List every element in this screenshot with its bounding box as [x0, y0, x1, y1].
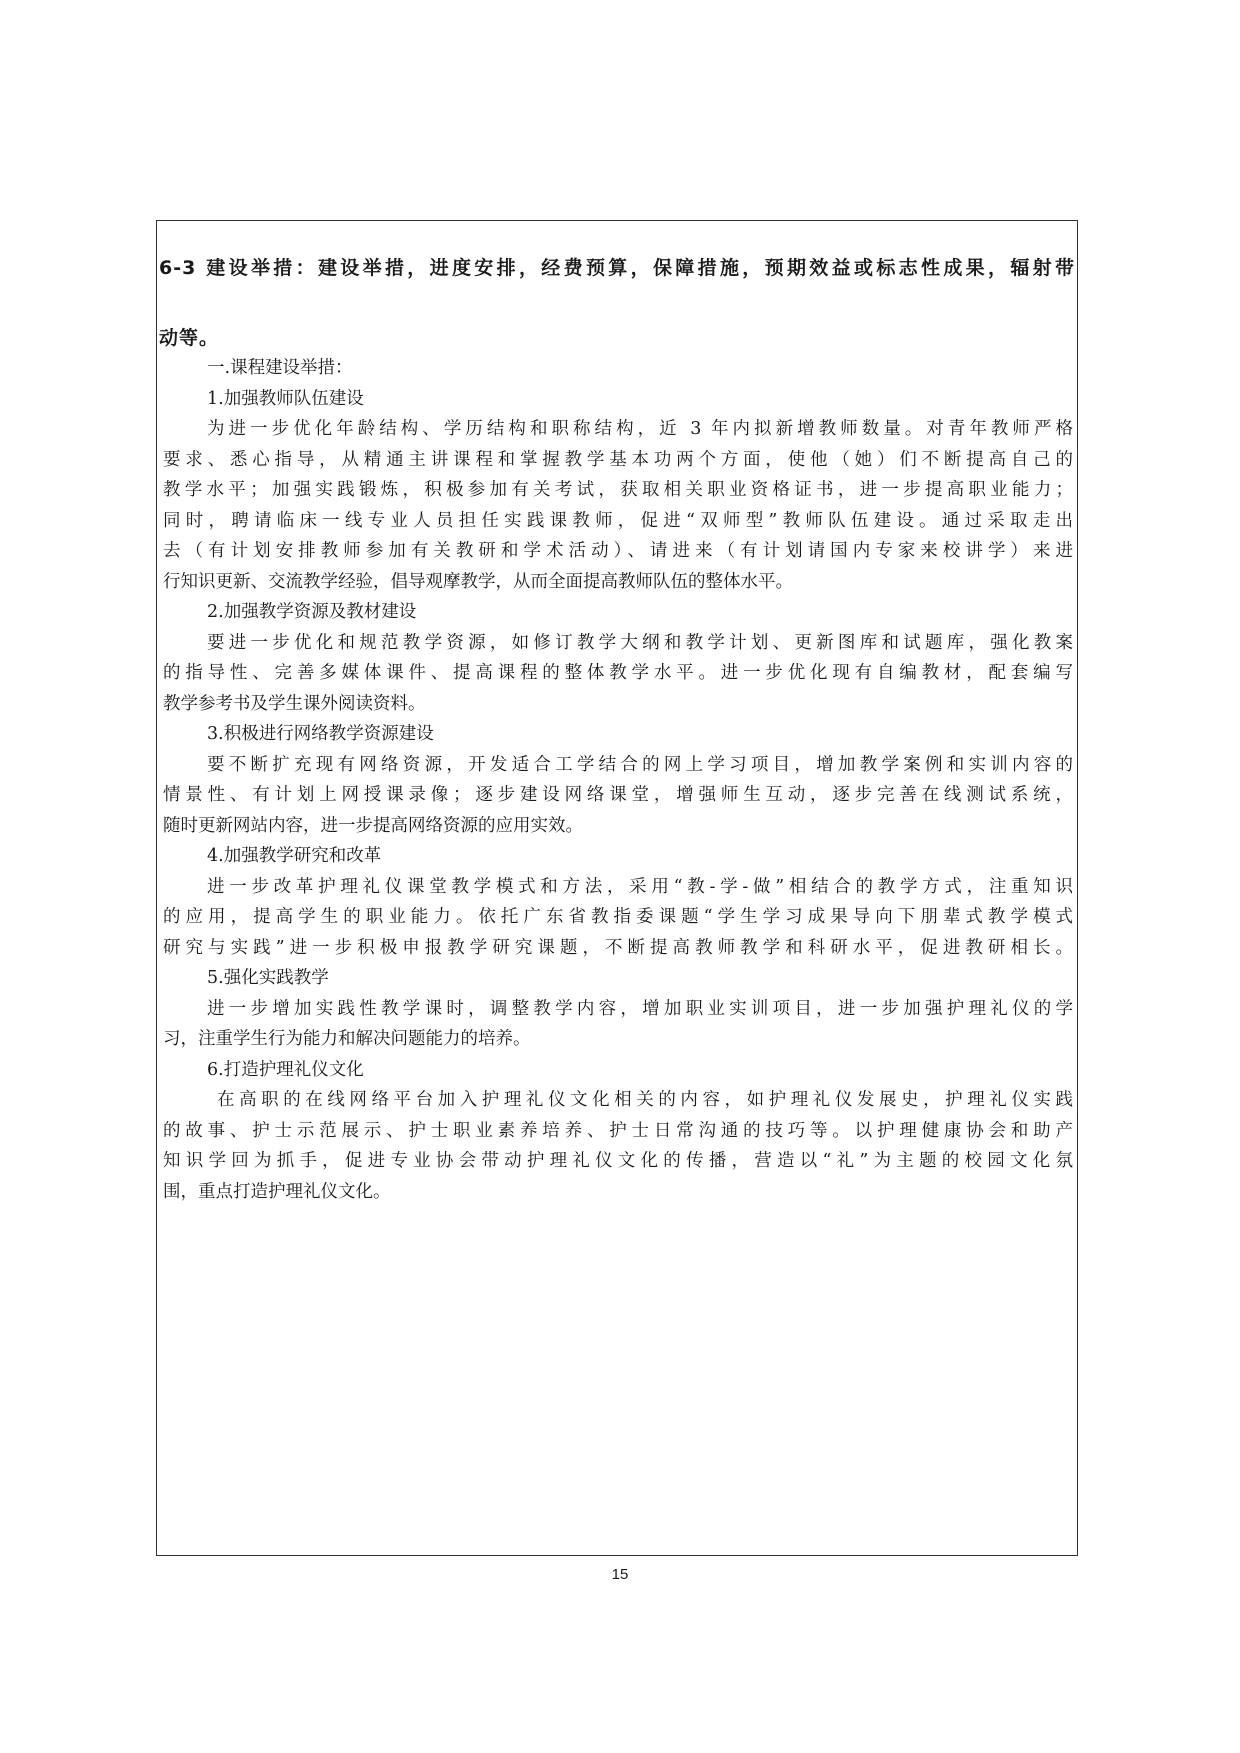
section-1 [163, 384, 1073, 598]
section-4 [163, 841, 1073, 963]
paragraph-line: 的故事、护士示范展示、护士职业素养培养、护士日常沟通的技巧等。以护理健康协会和助产 [163, 1120, 1073, 1141]
paragraph-line: 的指导性、完善多媒体课件、提高课程的整体教学水平。进一步优化现有自编教材，配套编写 [163, 663, 1073, 683]
form-box [156, 220, 1078, 1556]
section-6 [163, 1055, 1073, 1208]
paragraph-line: 随时更新网站内容，进一步提高网络资源的应用实效。 [163, 815, 583, 836]
paragraph-line: 围，重点打造护理礼仪文化。 [163, 1181, 391, 1202]
paragraph-line: 在高职的在线网络平台加入护理礼仪文化相关的内容，如护理礼仪发展史，护理礼仪实践 [217, 1090, 1073, 1110]
page-number: 15 [611, 1566, 629, 1583]
section-heading: 4.加强教学研究和改革 [207, 846, 382, 866]
paragraph-line: 研究与实践”进一步积极申报教学研究课题，不断提高教师教学和科研水平，促进教研相长。 [163, 937, 1073, 958]
paragraph-line: 进一步改革护理礼仪课堂教学模式和方法，采用“教-学-做”相结合的教学方式，注重知识 [207, 876, 1073, 897]
paragraph-line: 为进一步优化年龄结构、学历结构和职称结构，近 3 年内拟新增教师数量。对青年教师严格 [207, 419, 1073, 439]
paragraph-line: 教学参考书及学生课外阅读资料。 [163, 693, 426, 714]
paragraph-line: 去（有计划安排教师参加有关教研和学术活动）、请进来（有计划请国内专家来校讲学）来进 [163, 541, 1073, 561]
section-heading: 5.强化实践教学 [207, 968, 329, 988]
section-heading: 6.打造护理礼仪文化 [207, 1059, 364, 1080]
paragraph-line: 同时，聘请临床一线专业人员担任实践课教师，促进“双师型”教师队伍建设。通过采取走出 [163, 510, 1073, 531]
paragraph-line: 教学水平；加强实践锻炼，积极参加有关考试，获取相关职业资格证书，进一步提高职业能力； [163, 480, 1073, 500]
section-heading: 1.加强教师队伍建设 [207, 388, 364, 409]
paragraph-line: 行知识更新、交流教学经验，倡导观摩教学，从而全面提高教师队伍的整体水平。 [163, 571, 793, 592]
document-body [163, 353, 1073, 1207]
heading-line-2: 动等。 [159, 327, 220, 349]
section-title: 一.课程建设举措： [207, 358, 353, 378]
section-2 [163, 597, 1073, 719]
section-heading: 2.加强教学资源及教材建设 [207, 602, 417, 622]
paragraph-line: 进一步增加实践性教学课时，调整教学内容，增加职业实训项目，进一步加强护理礼仪的学 [207, 998, 1073, 1019]
paragraph-line: 知识学回为抓手，促进专业协会带动护理礼仪文化的传播，营造以“礼”为主题的校园文化氛 [163, 1151, 1073, 1171]
paragraph-line: 习，注重学生行为能力和解决问题能力的培养。 [163, 1029, 531, 1049]
paragraph-line: 要不断扩充现有网络资源，开发适合工学结合的网上学习项目，增加教学案例和实训内容的 [207, 754, 1073, 775]
paragraph-line: 的应用，提高学生的职业能力。依托广东省教指委课题“学生学习成果导向下朋辈式教学模式 [163, 907, 1073, 927]
paragraph-line: 情景性、有计划上网授课录像；逐步建设网络课堂，增强师生互动，逐步完善在线测试系统， [163, 785, 1073, 805]
section-heading: 3.积极进行网络教学资源建设 [207, 724, 434, 744]
section-3 [163, 719, 1073, 841]
paragraph-line: 要求、悉心指导，从精通主讲课程和掌握教学基本功两个方面，使他（她）们不断提高自己的 [163, 449, 1073, 470]
paragraph-line: 要进一步优化和规范教学资源，如修订教学大纲和教学计划、更新图库和试题库，强化教案 [207, 632, 1073, 653]
heading-line-1: 6-3 建设举措：建设举措，进度安排，经费预算，保障措施，预期效益或标志性成果，辐射带 [159, 257, 1075, 279]
section-5 [163, 963, 1073, 1055]
form-heading [159, 233, 1075, 373]
